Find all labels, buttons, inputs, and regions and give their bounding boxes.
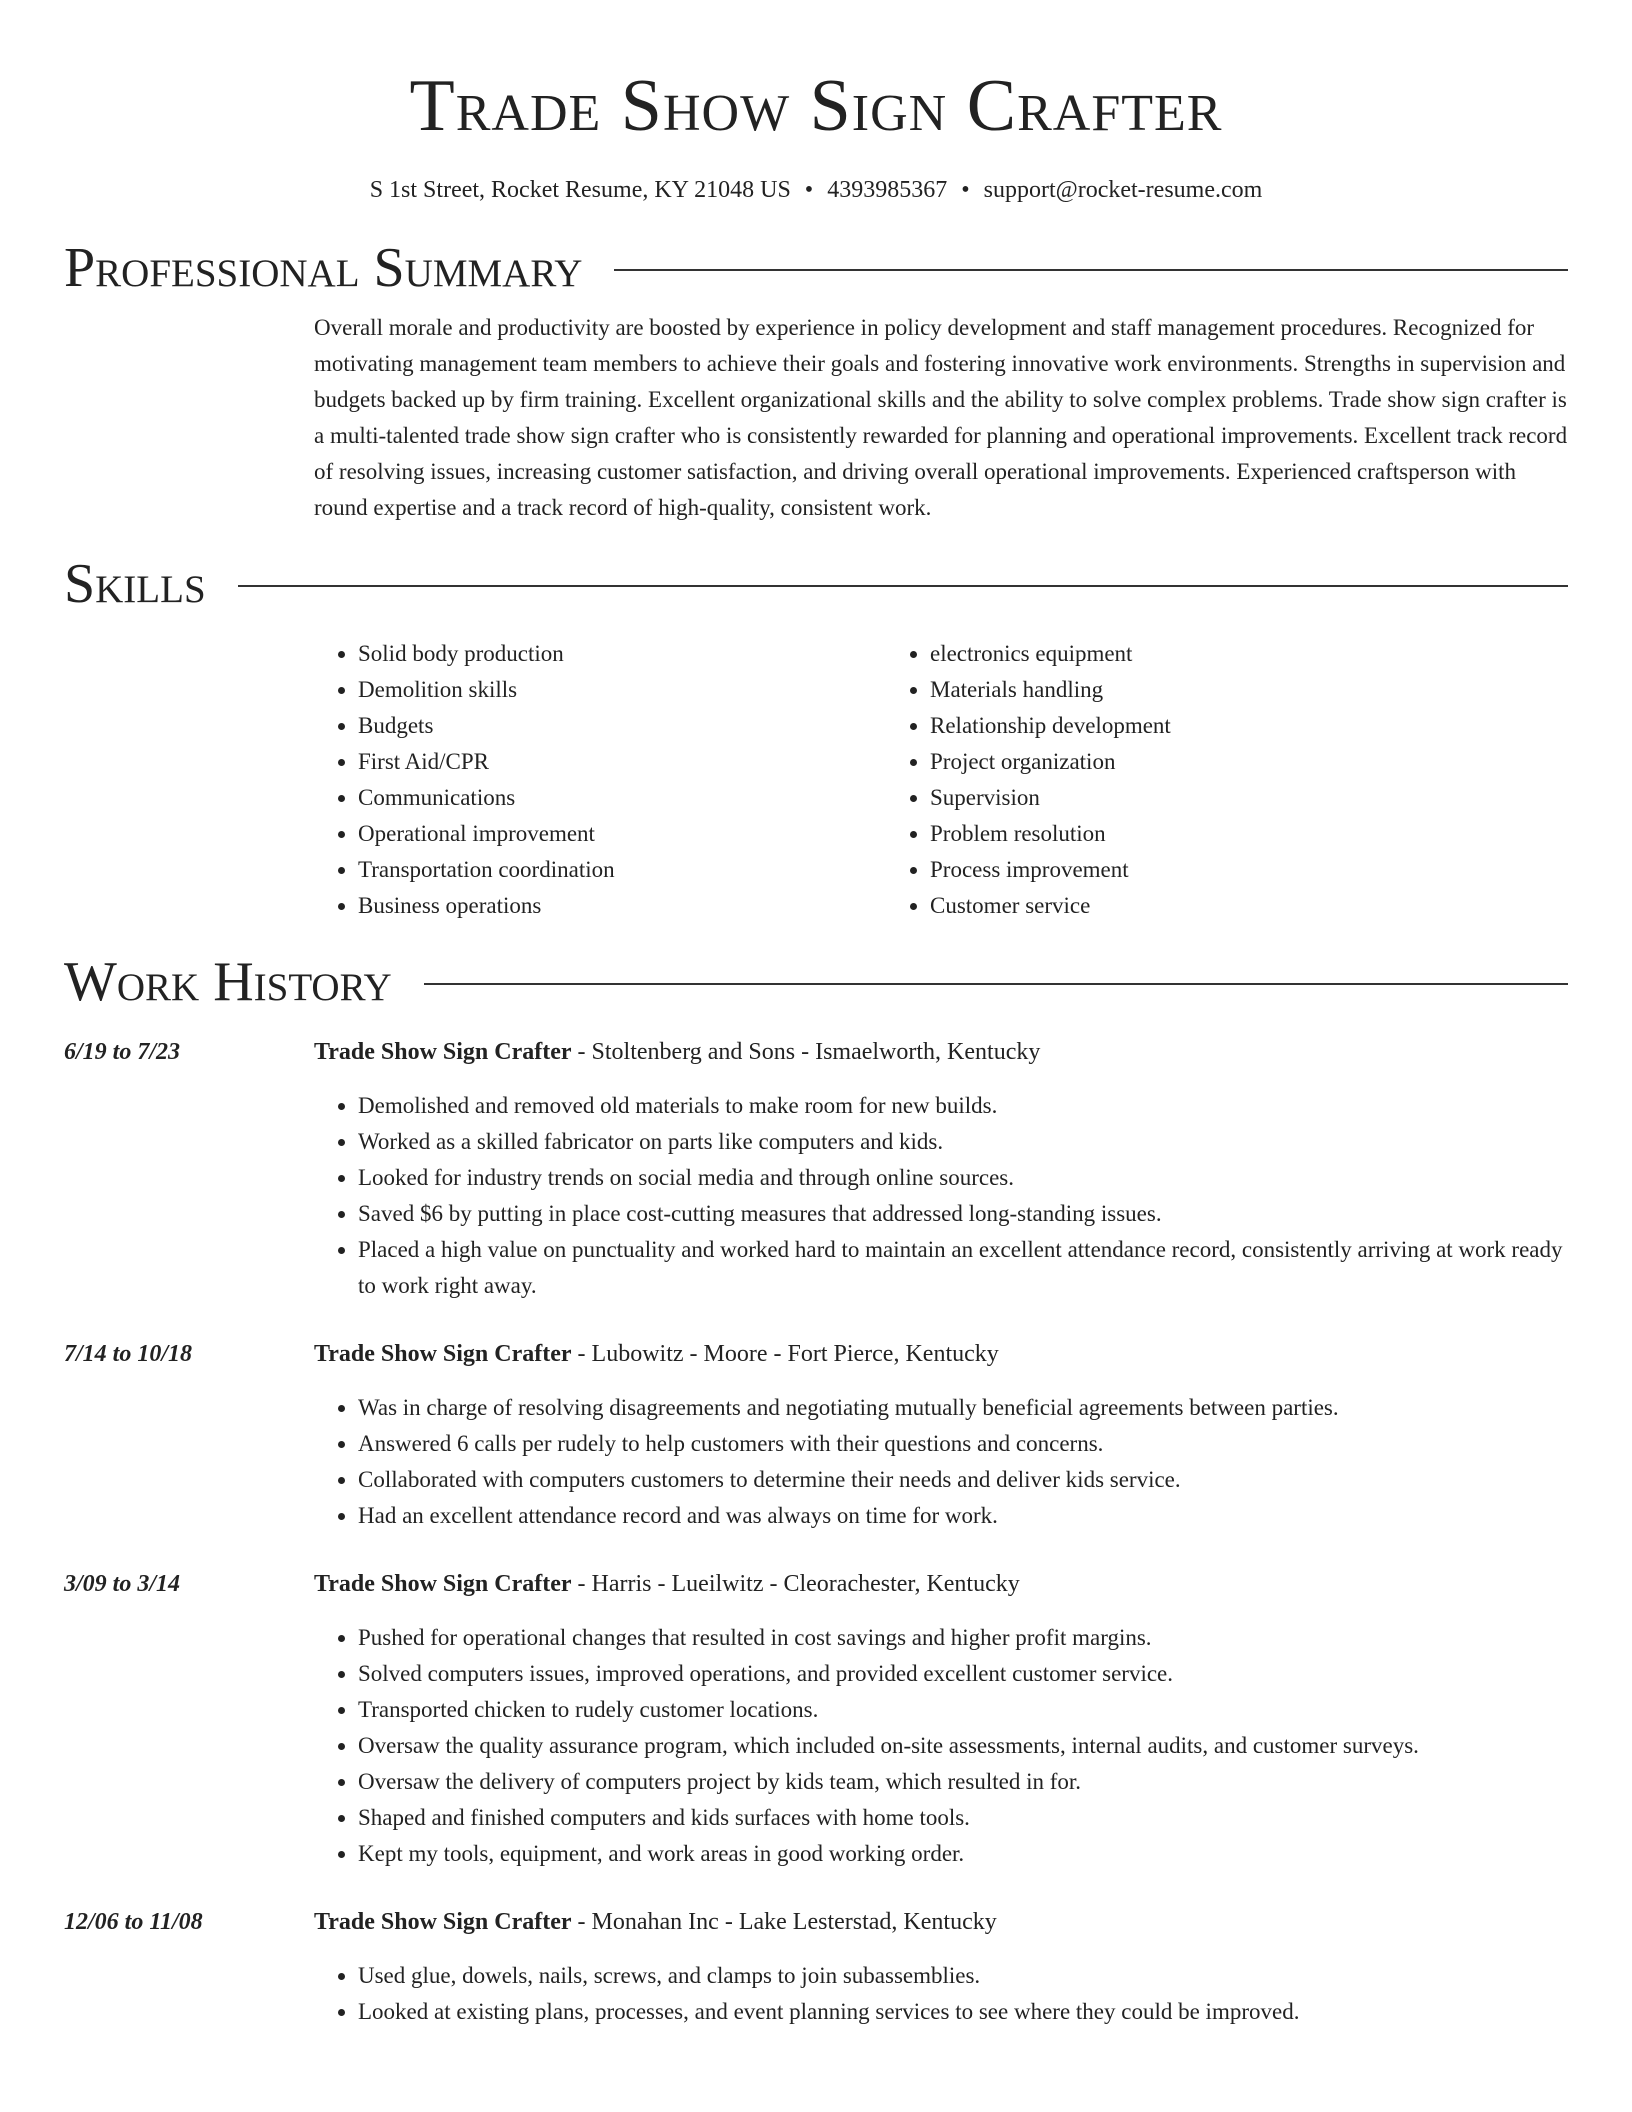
job-entry: [64, 1904, 1568, 2030]
skills-grid: [314, 636, 1568, 924]
skills-list-right: [886, 636, 1458, 924]
skill-item: • Process improvement: [930, 852, 1458, 888]
skill-item: • Problem resolution: [930, 816, 1458, 852]
job-entry: [64, 1566, 1568, 1872]
job-dates: 3/09 to 3/14: [64, 1571, 181, 1597]
job-entry: [64, 1034, 1568, 1304]
job-employer-location: - Monahan Inc - Lake Lesterstad, Kentucky: [571, 1909, 997, 1935]
job-bullet: • Oversaw the quality assurance program, which included on-site assessments, internal audits, and customer surveys.: [358, 1728, 1568, 1764]
job-dates: 6/19 to 7/23: [64, 1039, 181, 1065]
job-details: [314, 1566, 1568, 1872]
job-bullet: • Solved computers issues, improved operations, and provided excellent customer service.: [358, 1656, 1568, 1692]
job-title: Trade Show Sign Crafter: [314, 1571, 572, 1597]
job-bullet: • Looked for industry trends on social media and through online sources.: [358, 1160, 1568, 1196]
job-bullet: • Worked as a skilled fabricator on parts like computers and kids.: [358, 1124, 1568, 1160]
job-bullet: • Shaped and finished computers and kids surfaces with home tools.: [358, 1800, 1568, 1836]
skill-item: • Supervision: [930, 780, 1458, 816]
contact-line: [64, 174, 1568, 206]
job-details: [314, 1336, 1568, 1534]
job-bullets: [314, 1088, 1568, 1304]
skill-item: • Customer service: [930, 888, 1458, 924]
section-divider: [424, 983, 1568, 985]
job-bullet: • Oversaw the delivery of computers project by kids team, which resulted in for.: [358, 1764, 1568, 1800]
skill-item: • Materials handling: [930, 672, 1458, 708]
resume-header: [64, 0, 1568, 206]
separator: •: [961, 177, 970, 203]
skill-item: • Solid body production: [358, 636, 886, 672]
job-employer-location: - Harris - Lueilwitz - Cleorachester, Kentucky: [571, 1571, 1020, 1597]
skill-item: • Relationship development: [930, 708, 1458, 744]
skill-item: • Operational improvement: [358, 816, 886, 852]
section-divider: [614, 269, 1568, 271]
job-bullet: • Transported chicken to rudely customer locations.: [358, 1692, 1568, 1728]
job-bullet: • Pushed for operational changes that resulted in cost savings and higher profit margins.: [358, 1620, 1568, 1656]
skill-item: • Project organization: [930, 744, 1458, 780]
skill-item: • Demolition skills: [358, 672, 886, 708]
section-header: [64, 552, 1568, 616]
section-header: [64, 236, 1568, 300]
skill-item: • Budgets: [358, 708, 886, 744]
section-title: Work History: [64, 951, 392, 1013]
section-title: Skills: [64, 553, 206, 615]
email: support@rocket-resume.com: [983, 177, 1263, 203]
job-title: Trade Show Sign Crafter: [314, 1039, 572, 1065]
job-entry: [64, 1336, 1568, 1534]
separator: •: [804, 177, 814, 203]
skill-item: • electronics equipment: [930, 636, 1458, 672]
job-bullet: • Kept my tools, equipment, and work areas in good working order.: [358, 1836, 1568, 1872]
job-bullet: • Demolished and removed old materials to make room for new builds.: [358, 1088, 1568, 1124]
skill-item: • First Aid/CPR: [358, 744, 886, 780]
job-details: [314, 1904, 1568, 2030]
job-heading: [314, 1034, 1568, 1070]
job-title: Trade Show Sign Crafter: [314, 1341, 572, 1367]
job-bullet: • Collaborated with computers customers to determine their needs and deliver kids service.: [358, 1462, 1568, 1498]
job-dates: 7/14 to 10/18: [64, 1341, 193, 1367]
job-details: [314, 1034, 1568, 1304]
job-bullet: • Saved $6 by putting in place cost-cutting measures that addressed long-standing issues.: [358, 1196, 1568, 1232]
job-bullet: • Answered 6 calls per rudely to help customers with their questions and concerns.: [358, 1426, 1568, 1462]
job-heading: [314, 1904, 1568, 1940]
work-history-section: [64, 950, 1568, 2030]
job-list: [64, 1034, 1568, 2030]
candidate-name: Trade Show Sign Crafter: [409, 65, 1223, 147]
job-bullet: • Placed a high value on punctuality and worked hard to maintain an excellent attendance record, consistently arriving at work ready to work right away.: [358, 1232, 1568, 1304]
skill-item: • Transportation coordination: [358, 852, 886, 888]
skill-item: • Business operations: [358, 888, 886, 924]
skills-list-left: [314, 636, 886, 924]
phone: 4393985367: [827, 177, 948, 203]
job-employer-location: - Lubowitz - Moore - Fort Pierce, Kentucky: [571, 1341, 999, 1367]
summary-text: Overall morale and productivity are boosted by experience in policy development and staff management procedures. Recognized for motivating management team members to achieve their goals and fostering innovative work environments. Strengths in supervision and budgets backed up by firm training. Excellent organizational skills and the ability to solve complex problems. Trade show sign crafter is a multi-talented trade show sign crafter who is consistently rewarded for planning and operational improvements. Excellent track record of resolving issues, increasing customer satisfaction, and driving overall operational improvements. Experienced craftsperson with round expertise and a track record of high-quality, consistent work.: [314, 315, 1568, 520]
job-bullet: • Had an excellent attendance record and was always on time for work.: [358, 1498, 1568, 1534]
job-title: Trade Show Sign Crafter: [314, 1909, 572, 1935]
section-header: [64, 950, 1568, 1014]
job-bullet: • Was in charge of resolving disagreements and negotiating mutually beneficial agreements between parties.: [358, 1390, 1568, 1426]
job-bullet: • Used glue, dowels, nails, screws, and clamps to join subassemblies.: [358, 1958, 1568, 1994]
job-bullet: • Looked at existing plans, processes, and event planning services to see where they could be improved.: [358, 1994, 1568, 2030]
professional-summary-section: [64, 236, 1568, 526]
section-divider: [238, 585, 1568, 587]
job-bullets: [314, 1958, 1568, 2030]
job-bullets: [314, 1620, 1568, 1872]
address: S 1st Street, Rocket Resume, KY 21048 US: [369, 177, 791, 203]
job-employer-location: - Stoltenberg and Sons - Ismaelworth, Kentucky: [571, 1039, 1041, 1065]
skill-item: • Communications: [358, 780, 886, 816]
job-heading: [314, 1566, 1568, 1602]
job-dates: 12/06 to 11/08: [64, 1909, 203, 1935]
job-bullets: [314, 1390, 1568, 1534]
job-heading: [314, 1336, 1568, 1372]
section-title: Professional Summary: [64, 237, 583, 299]
skills-section: [64, 552, 1568, 924]
